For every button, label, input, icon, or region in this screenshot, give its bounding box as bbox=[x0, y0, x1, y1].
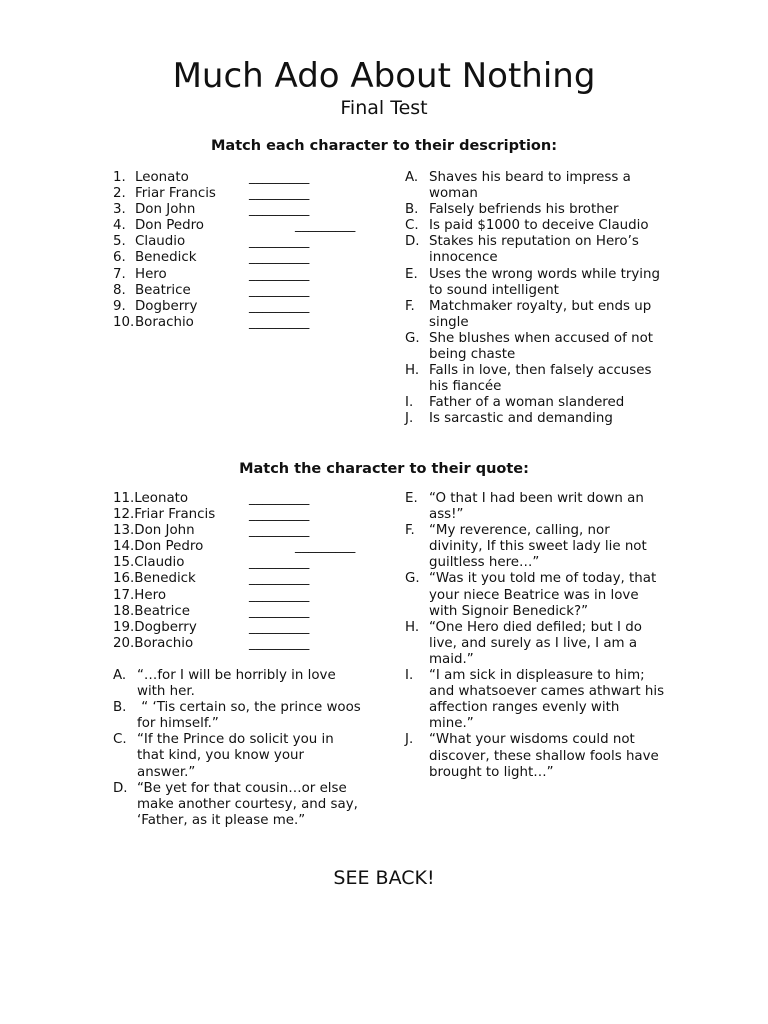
quote-list-right bbox=[405, 491, 665, 781]
description-item bbox=[405, 299, 665, 331]
answer-blank[interactable]: _________ bbox=[249, 635, 310, 651]
description-text: Is sarcastic and demanding bbox=[429, 411, 613, 427]
answer-blank[interactable]: _________ bbox=[249, 587, 310, 603]
character-name: Leonato bbox=[135, 170, 189, 185]
character-list-descriptions bbox=[113, 170, 356, 331]
answer-blank[interactable]: _________ bbox=[249, 250, 310, 266]
quote-text: “Be yet for that cousin…or else make another courtesy, and say, ‘Father, as it please me.” bbox=[137, 780, 358, 828]
item-number: 8. bbox=[113, 282, 126, 298]
quote-item bbox=[405, 523, 665, 571]
answer-blank[interactable]: _________ bbox=[249, 202, 310, 218]
character-row bbox=[113, 555, 310, 571]
quote-text: “…for I will be horribly in love with her. bbox=[137, 668, 336, 700]
option-letter: E. bbox=[405, 266, 418, 282]
character-name: Don John bbox=[135, 202, 196, 218]
character-list-quotes bbox=[113, 491, 356, 652]
description-item bbox=[405, 411, 665, 427]
character-row bbox=[113, 619, 310, 636]
character-row bbox=[113, 250, 310, 266]
answer-blank[interactable]: _________ bbox=[249, 571, 310, 587]
description-item bbox=[405, 267, 665, 299]
item-number: 9. bbox=[113, 298, 126, 314]
character-row bbox=[113, 539, 356, 555]
item-number: 19. bbox=[113, 619, 135, 635]
description-text: She blushes when accused of not being chaste bbox=[429, 330, 654, 363]
option-letter: F. bbox=[405, 298, 415, 314]
character-row bbox=[113, 523, 310, 539]
description-text: Father of a woman slandered bbox=[429, 395, 625, 411]
character-row bbox=[113, 314, 310, 331]
option-letter: B. bbox=[405, 202, 419, 218]
character-name: Hero bbox=[134, 587, 167, 603]
character-row bbox=[113, 202, 310, 218]
answer-blank[interactable]: _________ bbox=[249, 523, 310, 539]
option-letter: J. bbox=[405, 732, 414, 748]
answer-blank[interactable]: _________ bbox=[249, 298, 310, 314]
item-number: 7. bbox=[113, 266, 126, 282]
character-row bbox=[113, 282, 310, 299]
quote-text: “Was it you told me of today, that your niece Beatrice was in love with Signoir Benedick?” bbox=[429, 571, 657, 619]
item-number: 17. bbox=[113, 587, 135, 603]
description-text: Uses the wrong words while trying to sound intelligent bbox=[429, 266, 660, 298]
quote-text: “What your wisdoms could not discover, these shallow fools have brought to light…” bbox=[429, 732, 659, 780]
item-number: 18. bbox=[113, 603, 135, 619]
character-name: Don John bbox=[134, 523, 195, 539]
character-row bbox=[113, 266, 310, 283]
character-row bbox=[113, 635, 310, 652]
description-text: Matchmaker royalty, but ends up single bbox=[429, 298, 652, 330]
section-heading-quotes: Match the character to their quote: bbox=[239, 461, 529, 477]
quote-item bbox=[113, 781, 363, 829]
quote-text: “If the Prince do solicit you in that kind, you know your answer.” bbox=[137, 732, 334, 780]
item-number: 3. bbox=[113, 202, 126, 218]
answer-blank[interactable]: _________ bbox=[249, 282, 310, 298]
description-list bbox=[405, 170, 665, 428]
description-text: Falsely befriends his brother bbox=[429, 202, 619, 218]
item-number: 20. bbox=[113, 635, 135, 651]
answer-blank[interactable]: _________ bbox=[249, 507, 310, 523]
item-number: 4. bbox=[113, 218, 126, 234]
see-back-note: SEE BACK! bbox=[333, 867, 435, 889]
page-subtitle: Final Test bbox=[340, 97, 428, 119]
character-name: Benedick bbox=[134, 571, 196, 587]
quote-text: “I am sick in displeasure to him; and whatsoever cames athwart his affection ranges evenly with mine.” bbox=[429, 668, 665, 732]
item-number: 1. bbox=[113, 170, 126, 185]
character-row bbox=[113, 186, 310, 202]
answer-blank[interactable]: _________ bbox=[249, 603, 310, 619]
answer-blank[interactable]: _________ bbox=[249, 186, 310, 202]
option-letter: A. bbox=[405, 170, 419, 185]
item-number: 2. bbox=[113, 186, 126, 202]
quote-item bbox=[405, 732, 665, 780]
quote-item bbox=[405, 620, 665, 668]
character-row bbox=[113, 218, 356, 234]
description-item bbox=[405, 218, 665, 234]
character-name: Dogberry bbox=[135, 298, 198, 314]
answer-blank[interactable]: _________ bbox=[249, 234, 310, 250]
description-item bbox=[405, 395, 665, 411]
character-name: Claudio bbox=[135, 234, 186, 250]
quote-item bbox=[113, 668, 363, 700]
item-number: 6. bbox=[113, 250, 126, 266]
section-heading-descriptions: Match each character to their description: bbox=[210, 138, 558, 154]
answer-blank[interactable]: _________ bbox=[249, 555, 310, 571]
description-text: Shaves his beard to impress a woman bbox=[429, 170, 631, 202]
character-name: Benedick bbox=[135, 250, 197, 266]
character-row bbox=[113, 507, 310, 523]
answer-blank[interactable]: _________ bbox=[249, 619, 310, 635]
quote-text: “ ‘Tis certain so, the prince woos for himself.” bbox=[137, 700, 366, 732]
option-letter: I. bbox=[405, 395, 414, 411]
item-number: 12. bbox=[113, 507, 135, 523]
page-title: Much Ado About Nothing bbox=[172, 56, 596, 96]
description-text: Falls in love, then falsely accuses his fiancée bbox=[429, 363, 652, 395]
character-name: Leonato bbox=[134, 491, 189, 506]
character-name: Don Pedro bbox=[135, 218, 204, 234]
character-row bbox=[113, 571, 310, 587]
character-name: Hero bbox=[135, 266, 167, 282]
character-name: Friar Francis bbox=[135, 186, 216, 202]
option-letter: C. bbox=[113, 732, 127, 748]
quote-item bbox=[405, 668, 665, 732]
character-row bbox=[113, 234, 310, 250]
option-letter: J. bbox=[405, 411, 414, 427]
character-name: Friar Francis bbox=[134, 507, 216, 523]
character-row bbox=[113, 603, 310, 620]
description-text: Is paid $1000 to deceive Claudio bbox=[429, 218, 649, 234]
character-name: Beatrice bbox=[135, 282, 191, 298]
option-letter: B. bbox=[113, 700, 127, 716]
answer-blank[interactable]: _________ bbox=[249, 266, 310, 282]
description-text: Stakes his reputation on Hero’s innocence bbox=[429, 234, 639, 266]
option-letter: G. bbox=[405, 330, 420, 346]
character-row bbox=[113, 587, 310, 604]
character-name: Borachio bbox=[135, 314, 194, 330]
option-letter: A. bbox=[113, 668, 127, 683]
item-number: 11. bbox=[113, 491, 135, 506]
option-letter: F. bbox=[405, 523, 415, 539]
item-number: 5. bbox=[113, 234, 126, 250]
character-row bbox=[113, 298, 310, 315]
answer-blank[interactable]: _________ bbox=[249, 314, 310, 330]
item-number: 14. bbox=[113, 539, 135, 555]
description-item bbox=[405, 234, 665, 266]
answer-blank[interactable]: _________ bbox=[249, 491, 310, 506]
item-number: 16. bbox=[113, 571, 135, 587]
character-name: Dogberry bbox=[134, 619, 197, 635]
option-letter: C. bbox=[405, 218, 419, 234]
item-number: 13. bbox=[113, 523, 135, 539]
character-name: Don Pedro bbox=[134, 539, 204, 555]
option-letter: H. bbox=[405, 619, 420, 635]
item-number: 10. bbox=[113, 314, 135, 330]
option-letter: H. bbox=[405, 363, 420, 379]
option-letter: E. bbox=[405, 491, 418, 506]
answer-blank[interactable]: _________ bbox=[295, 218, 356, 234]
description-item bbox=[405, 363, 665, 395]
quote-text: “O that I had been writ down an ass!” bbox=[429, 491, 644, 523]
quote-list-left bbox=[113, 668, 366, 829]
character-row bbox=[113, 170, 310, 186]
description-item bbox=[405, 170, 665, 202]
answer-blank[interactable]: _________ bbox=[295, 539, 356, 555]
quote-item bbox=[113, 700, 366, 732]
quote-item bbox=[113, 732, 363, 780]
answer-blank[interactable]: _________ bbox=[249, 170, 310, 185]
description-item bbox=[405, 202, 665, 218]
character-row bbox=[113, 491, 310, 507]
character-name: Claudio bbox=[134, 555, 185, 571]
option-letter: D. bbox=[113, 780, 128, 796]
item-number: 15. bbox=[113, 555, 135, 571]
description-item bbox=[405, 331, 665, 363]
quote-text: “My reverence, calling, nor divinity, If this sweet lady lie not guiltless here…” bbox=[429, 523, 647, 571]
character-name: Borachio bbox=[134, 635, 194, 651]
quote-item bbox=[405, 571, 665, 619]
quote-text: “One Hero died defiled; but I do live, and surely as I live, I am a maid.” bbox=[429, 619, 642, 667]
character-name: Beatrice bbox=[134, 603, 191, 619]
option-letter: I. bbox=[405, 668, 414, 684]
quote-item bbox=[405, 491, 665, 523]
option-letter: G. bbox=[405, 571, 420, 587]
option-letter: D. bbox=[405, 234, 420, 250]
